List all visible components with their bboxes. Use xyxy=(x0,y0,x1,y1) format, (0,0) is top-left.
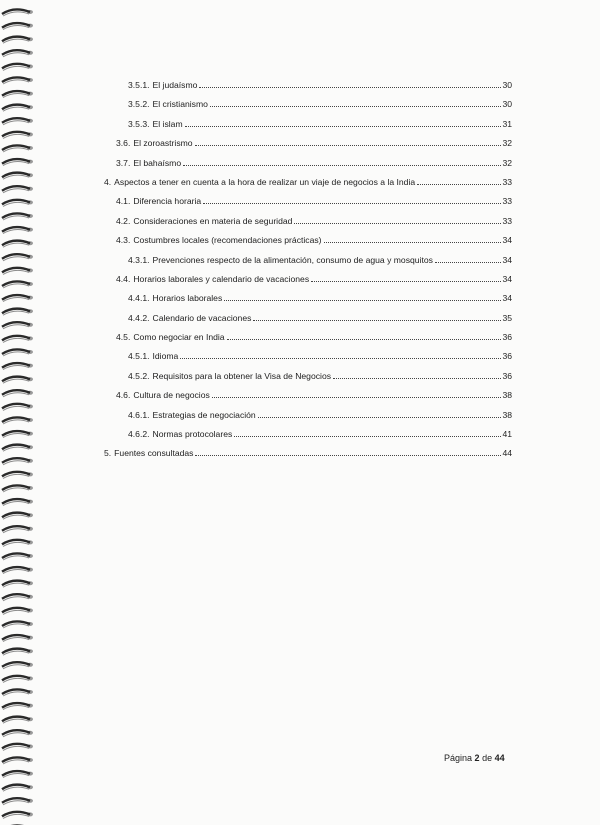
toc-entry xyxy=(104,99,512,118)
binding-coil xyxy=(2,540,33,547)
toc-dot-leader xyxy=(212,397,502,398)
toc-dot-leader xyxy=(333,378,501,379)
toc-entry-page: 31 xyxy=(502,118,512,129)
toc-entry-page: 34 xyxy=(502,254,512,265)
binding-coil xyxy=(2,64,33,71)
binding-coil xyxy=(2,499,33,506)
toc-entry-number: 4.3.1. xyxy=(128,254,150,265)
toc-entry-number: 4.4.2. xyxy=(128,312,150,323)
binding-coil xyxy=(2,186,33,193)
binding-coil xyxy=(2,417,33,424)
toc-dot-leader xyxy=(227,339,502,340)
binding-coil xyxy=(2,404,33,411)
binding-coil xyxy=(2,744,33,751)
toc-entry-number: 4.1. xyxy=(116,196,131,207)
binding-coil xyxy=(2,118,33,125)
footer-total-pages: 44 xyxy=(494,753,505,763)
binding-coil xyxy=(2,105,33,112)
toc-entry-title: El judaísmo xyxy=(152,80,198,90)
binding-coil xyxy=(2,281,33,288)
toc-entry-title: Aspectos a tener en cuenta a la hora de realizar un viaje de negocios a la India xyxy=(114,176,416,187)
footer-current-page: 2 xyxy=(474,753,480,763)
toc-dot-leader xyxy=(417,184,501,185)
toc-dot-leader xyxy=(253,320,501,321)
toc-dot-leader xyxy=(203,203,501,204)
binding-coil xyxy=(2,513,33,520)
toc-entry-number: 4.6. xyxy=(116,390,131,401)
toc-entry-page: 35 xyxy=(502,312,512,323)
toc-entry xyxy=(104,313,512,332)
binding-coil xyxy=(2,254,33,261)
toc-entry-number: 3.7. xyxy=(116,157,131,168)
toc-entry-title: Requisitos para la obtener la Visa de Negocios xyxy=(152,370,332,381)
binding-coil xyxy=(2,553,33,560)
toc-entry-page: 36 xyxy=(502,351,512,362)
binding-coil xyxy=(2,227,33,234)
toc-entry xyxy=(104,235,512,254)
toc-entry-title: Horarios laborales y calendario de vacaciones xyxy=(133,273,310,284)
binding-coil xyxy=(2,703,33,710)
toc-entry-title: El zoroastrismo xyxy=(133,138,193,149)
toc-entry xyxy=(104,274,512,293)
binding-coil xyxy=(2,268,33,275)
binding-coil xyxy=(2,649,33,656)
binding-coil xyxy=(2,608,33,615)
toc-entry-title: Costumbres locales (recomendaciones prácticas) xyxy=(133,235,322,246)
toc-entry-page: 38 xyxy=(502,390,512,401)
toc-entry-title: Prevenciones respecto de la alimentación, consumo de agua y mosquitos xyxy=(152,254,433,265)
toc-entry-number: 4.6.1. xyxy=(128,409,150,420)
binding-coil xyxy=(2,390,33,397)
toc-entry-number: 4.5.2. xyxy=(128,370,150,381)
binding-coil xyxy=(2,635,33,642)
binding-coil xyxy=(2,567,33,574)
binding-coil xyxy=(2,295,33,302)
toc-entry xyxy=(104,332,512,351)
binding-coil xyxy=(2,812,33,819)
binding-coil xyxy=(2,37,33,44)
toc-entry-title: Horarios laborales xyxy=(152,293,223,304)
toc-entry-number: 4.4. xyxy=(116,273,131,284)
binding-coil xyxy=(2,717,33,724)
binding-coil xyxy=(2,621,33,628)
toc-dot-leader xyxy=(324,242,502,243)
binding-coil xyxy=(2,9,33,16)
toc-entry-page: 33 xyxy=(502,196,512,207)
binding-coil xyxy=(2,322,33,329)
spiral-binding xyxy=(0,0,40,825)
toc-entry xyxy=(104,119,512,138)
toc-entry-number: 3.5.2. xyxy=(128,99,150,110)
toc-entry xyxy=(104,80,512,99)
toc-entry xyxy=(104,255,512,274)
binding-coil xyxy=(2,526,33,533)
toc-entry-page: 33 xyxy=(502,215,512,226)
toc-entry-page: 41 xyxy=(502,429,512,440)
binding-coil xyxy=(2,200,33,207)
toc-entry-page: 33 xyxy=(502,176,512,187)
binding-coil xyxy=(2,173,33,180)
toc-entry-title: Idioma xyxy=(152,351,179,362)
toc-entry-page: 38 xyxy=(502,409,512,420)
binding-coil xyxy=(2,349,33,356)
toc-entry-title: Diferencia horaria xyxy=(133,196,202,207)
binding-coil xyxy=(2,213,33,220)
binding-coil xyxy=(2,458,33,465)
toc-entry-page: 30 xyxy=(502,80,512,90)
toc-entry xyxy=(104,448,512,467)
toc-entry-page: 34 xyxy=(502,293,512,304)
footer-separator: de xyxy=(482,753,493,763)
toc-entry xyxy=(104,216,512,235)
binding-coil xyxy=(2,309,33,316)
toc-dot-leader xyxy=(294,223,501,224)
binding-coil xyxy=(2,241,33,248)
binding-coil xyxy=(2,23,33,30)
toc-entry-title: Calendario de vacaciones xyxy=(152,312,252,323)
table-of-contents xyxy=(104,80,512,468)
binding-coil xyxy=(2,363,33,370)
toc-entry-number: 4.5. xyxy=(116,332,131,343)
toc-dot-leader xyxy=(435,262,502,263)
toc-entry-page: 34 xyxy=(502,235,512,246)
toc-dot-leader xyxy=(224,300,501,301)
binding-coil xyxy=(2,771,33,778)
binding-coil xyxy=(2,431,33,438)
binding-coil xyxy=(2,377,33,384)
toc-dot-leader xyxy=(185,126,502,127)
toc-entry xyxy=(104,138,512,157)
toc-entry-page: 32 xyxy=(502,157,512,168)
binding-coil xyxy=(2,445,33,452)
toc-dot-leader xyxy=(258,417,502,418)
toc-entry-number: 3.5.1. xyxy=(128,80,150,90)
toc-entry-number: 4.6.2. xyxy=(128,429,150,440)
toc-entry-number: 4.2. xyxy=(116,215,131,226)
binding-coil xyxy=(2,676,33,683)
toc-dot-leader xyxy=(199,87,501,88)
footer-label: Página xyxy=(444,753,473,763)
binding-coil xyxy=(2,662,33,669)
binding-coil xyxy=(2,472,33,479)
toc-entry-number: 4.5.1. xyxy=(128,351,150,362)
toc-entry-page: 32 xyxy=(502,138,512,149)
toc-dot-leader xyxy=(210,106,502,107)
binding-coil xyxy=(2,785,33,792)
toc-entry-title: Cultura de negocios xyxy=(133,390,210,401)
binding-coil xyxy=(2,730,33,737)
toc-entry-title: El cristianismo xyxy=(152,99,208,110)
toc-entry-number: 5. xyxy=(104,448,112,459)
toc-entry-number: 4.4.1. xyxy=(128,293,150,304)
toc-dot-leader xyxy=(195,145,502,146)
toc-entry-number: 4.3. xyxy=(116,235,131,246)
binding-coil xyxy=(2,798,33,805)
binding-coil xyxy=(2,336,33,343)
toc-entry xyxy=(104,196,512,215)
toc-entry-title: Consideraciones en materia de seguridad xyxy=(133,215,293,226)
toc-entry-number: 3.6. xyxy=(116,138,131,149)
toc-dot-leader xyxy=(183,165,501,166)
toc-entry-title: Estrategias de negociación xyxy=(152,409,256,420)
toc-entry-page: 44 xyxy=(502,448,512,459)
toc-entry-title: Como negociar en India xyxy=(133,332,225,343)
toc-entry xyxy=(104,429,512,448)
page-footer xyxy=(444,753,505,763)
binding-coil xyxy=(2,50,33,57)
toc-entry xyxy=(104,371,512,390)
toc-entry-title: El bahaísmo xyxy=(133,157,182,168)
toc-entry-title: Normas protocolares xyxy=(152,429,233,440)
binding-coil xyxy=(2,145,33,152)
toc-entry xyxy=(104,293,512,312)
toc-entry xyxy=(104,351,512,370)
toc-dot-leader xyxy=(234,436,501,437)
toc-entry-title: El islam xyxy=(152,118,183,129)
binding-coil xyxy=(2,594,33,601)
binding-coil xyxy=(2,689,33,696)
toc-entry-page: 34 xyxy=(502,273,512,284)
binding-coil xyxy=(2,77,33,84)
binding-coil xyxy=(2,132,33,139)
toc-entry-page: 36 xyxy=(502,370,512,381)
toc-entry-number: 3.5.3. xyxy=(128,118,150,129)
toc-dot-leader xyxy=(311,281,501,282)
binding-coil xyxy=(2,159,33,166)
toc-entry xyxy=(104,158,512,177)
toc-entry-page: 30 xyxy=(502,99,512,110)
toc-entry-number: 4. xyxy=(104,176,112,187)
toc-entry-title: Fuentes consultadas xyxy=(114,448,194,459)
binding-coil xyxy=(2,757,33,764)
toc-dot-leader xyxy=(180,358,501,359)
toc-entry-page: 36 xyxy=(502,332,512,343)
toc-entry xyxy=(104,410,512,429)
binding-coil xyxy=(2,91,33,98)
binding-coil xyxy=(2,485,33,492)
binding-coil xyxy=(2,581,33,588)
toc-entry xyxy=(104,390,512,409)
toc-entry xyxy=(104,177,512,196)
toc-dot-leader xyxy=(195,455,501,456)
